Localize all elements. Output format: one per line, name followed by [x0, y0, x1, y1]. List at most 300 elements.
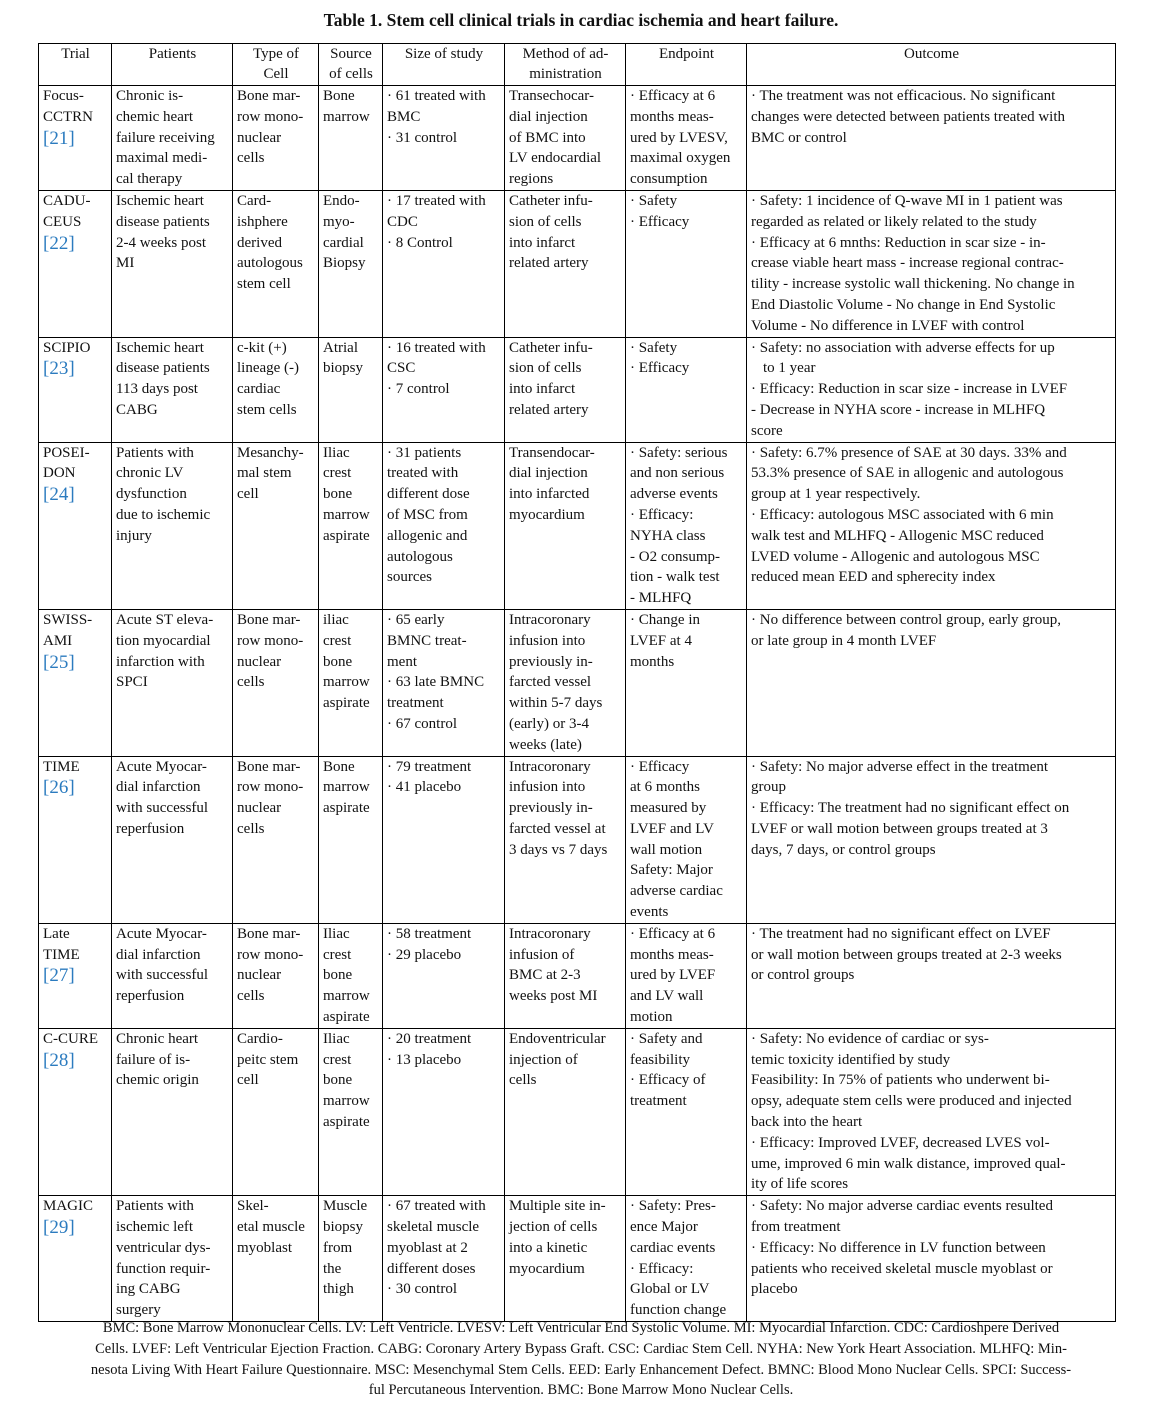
- cell-line: into infarct: [509, 381, 576, 398]
- cell-line: · Efficacy:: [630, 1260, 694, 1277]
- cell-line: injury: [116, 527, 152, 544]
- cell-line: skeletal muscle: [387, 1219, 480, 1236]
- cell-line: allogenic and: [387, 527, 468, 544]
- header-outcome: Outcome: [747, 44, 1116, 86]
- footnote-line: Cells. LVEF: Left Ventricular Ejection Fraction. CABG: Coronary Artery Bypass Graft. CSC: Cardiac Stem Cell. NYHA: New York Heart Association. MLHFQ: Min-: [95, 1340, 1067, 1357]
- table-title: Table 1. Stem cell clinical trials in cardiac ischemia and heart failure.: [323, 10, 839, 30]
- cell-line: · Efficacy: No difference in LV function between: [751, 1239, 1046, 1256]
- cell-line: crease viable heart mass - increase regional contrac-: [751, 255, 1064, 272]
- cell-line: consumption: [630, 171, 708, 188]
- method-cell: [505, 1196, 626, 1322]
- cell-line: infarction with: [116, 653, 205, 670]
- cell-line: · Efficacy: Improved LVEF, decreased LVES vol-: [751, 1134, 1050, 1151]
- cell-line: Volume - No difference in LVEF with control: [751, 317, 1025, 334]
- cell-line: to 1 year: [763, 360, 816, 377]
- cell-type-cell: [233, 609, 319, 756]
- cell-line: Feasibility: In 75% of patients who underwent bi-: [751, 1072, 1050, 1089]
- cell-line: · Safety and: [630, 1030, 703, 1047]
- cell-line: BMNC treat-: [387, 632, 467, 649]
- cell-line: · Safety: Pres-: [630, 1198, 716, 1215]
- cell-line: group at 1 year respectively.: [751, 486, 921, 503]
- cell-type-cell: [233, 442, 319, 609]
- cell-line: Card-: [237, 192, 272, 209]
- cell-line: changes were detected between patients treated with: [751, 108, 1066, 125]
- cell-line: cell: [237, 1072, 259, 1089]
- cell-line: temic toxicity identified by study: [751, 1051, 951, 1068]
- cell-line: patients who received skeletal muscle myoblast or: [751, 1260, 1053, 1277]
- cell-line: into infarcted: [509, 486, 590, 503]
- cell-line: 2-4 weeks post: [116, 234, 206, 251]
- cell-line: · 30 control: [387, 1281, 457, 1298]
- cell-line: sion of cells: [509, 360, 582, 377]
- cell-line: stem cells: [237, 401, 297, 418]
- size-cell: [383, 190, 505, 337]
- cell-line: maximal medi-: [116, 150, 208, 167]
- cell-line: · Efficacy: autologous MSC associated with 6 min: [751, 506, 1054, 523]
- cell-line: myocardium: [509, 1260, 585, 1277]
- cell-line: regarded as related or likely related to the study: [751, 213, 1037, 230]
- source-cell: [319, 756, 383, 923]
- cell-type-cell: [233, 190, 319, 337]
- cell-line: · 17 treated with: [387, 192, 486, 209]
- endpoint-cell: [626, 609, 747, 756]
- source-cell: [319, 86, 383, 191]
- cell-line: POSEI-: [43, 444, 90, 461]
- trial-cell: [39, 86, 112, 191]
- table-row: [39, 756, 1116, 923]
- size-cell: [383, 756, 505, 923]
- cell-line: Ischemic heart: [116, 339, 204, 356]
- cell-line: ing CABG: [116, 1281, 181, 1298]
- cell-type-cell: [233, 923, 319, 1028]
- cell-line: disease patients: [116, 360, 210, 377]
- cell-line: ured by LVESV,: [630, 129, 728, 146]
- cell-line: Muscle: [323, 1198, 368, 1215]
- cell-line: tility - increase systolic wall thickening. No change in: [751, 276, 1075, 293]
- cell-line: SPCI: [116, 674, 148, 691]
- reference-link[interactable]: [23]: [43, 358, 75, 380]
- size-cell: [383, 923, 505, 1028]
- cell-line: · 29 placebo: [387, 946, 462, 963]
- cell-line: · 61 treated with: [387, 88, 486, 104]
- cell-line: mal stem: [237, 465, 292, 482]
- cell-line: failure of is-: [116, 1051, 191, 1068]
- cell-line: - Decrease in NYHA score - increase in MLHFQ: [751, 401, 1046, 418]
- cell-line: Multiple site in-: [509, 1198, 606, 1215]
- table-row: [39, 1028, 1116, 1195]
- cell-line: related artery: [509, 401, 589, 418]
- patients-cell: [112, 442, 233, 609]
- cell-line: crest: [323, 1051, 352, 1068]
- cell-line: · 41 placebo: [387, 779, 462, 796]
- cell-line: · 67 control: [387, 715, 457, 732]
- outcome-cell: [747, 190, 1116, 337]
- cell-line: Endo-: [323, 192, 360, 209]
- cell-line: MI: [116, 255, 135, 272]
- cell-line: treatment: [630, 1093, 687, 1110]
- cell-line: autologous: [237, 255, 303, 272]
- patients-cell: [112, 609, 233, 756]
- cell-line: biopsy: [323, 360, 364, 377]
- cell-line: or control groups: [751, 967, 855, 984]
- cell-line: lineage (-): [237, 360, 300, 377]
- cell-line: peitc stem: [237, 1051, 299, 1068]
- cell-line: Bone: [323, 758, 355, 775]
- size-cell: [383, 1196, 505, 1322]
- cell-line: Intracoronary: [509, 925, 591, 942]
- outcome-cell: [747, 609, 1116, 756]
- cell-line: marrow: [323, 988, 370, 1005]
- cell-line: · 8 Control: [387, 234, 453, 251]
- footnote-line: ful Percutaneous Intervention. BMC: Bone Marrow Mono Nuclear Cells.: [368, 1382, 794, 1399]
- table-row: [39, 609, 1116, 756]
- cell-line: Focus-: [43, 88, 84, 104]
- cell-line: · Efficacy: The treatment had no significant effect on: [751, 800, 1070, 817]
- cell-line: Bone mar-: [237, 88, 301, 104]
- cell-line: Mesanchy-: [237, 444, 304, 461]
- trial-cell: [39, 756, 112, 923]
- endpoint-cell: [626, 1196, 747, 1322]
- cell-line: · 79 treatment: [387, 758, 472, 775]
- cell-line: the: [323, 1260, 342, 1277]
- cell-line: · Efficacy: [630, 360, 690, 377]
- cell-line: ured by LVEF: [630, 967, 716, 984]
- cell-line: BMC at 2-3: [509, 967, 581, 984]
- cell-line: of BMC into: [509, 129, 586, 146]
- cell-line: crest: [323, 946, 352, 963]
- cell-line: infusion into: [509, 632, 586, 649]
- cell-line: feasibility: [630, 1051, 690, 1068]
- cell-line: chronic LV: [116, 465, 184, 482]
- reference-link[interactable]: [26]: [43, 777, 75, 799]
- cell-line: CADU-: [43, 192, 91, 209]
- size-cell: [383, 337, 505, 442]
- header-source-of-cells: Source of cells: [319, 44, 383, 86]
- cell-line: related artery: [509, 255, 589, 272]
- footnote-line: nesota Living With Heart Failure Questionnaire. MSC: Mesenchymal Stem Cells. EED: Early Enhancement Defect. BMNC: Blood Mono Nuclear Cells. SPCI: Success-: [90, 1361, 1072, 1378]
- cell-line: within 5-7 days: [509, 695, 603, 712]
- cell-line: SWISS-: [43, 611, 93, 628]
- cell-line: wall motion: [630, 841, 703, 858]
- cell-line: dial infarction: [116, 779, 201, 796]
- cell-line: LVEF and LV: [630, 820, 714, 837]
- reference-link[interactable]: [27]: [43, 965, 75, 987]
- source-cell: [319, 190, 383, 337]
- cell-line: · Efficacy: [630, 758, 690, 775]
- cell-line: SCIPIO: [43, 339, 91, 356]
- cell-line: 113 days post: [116, 381, 198, 398]
- cell-line: Catheter infu-: [509, 192, 593, 209]
- cell-line: dial injection: [509, 108, 588, 125]
- trial-cell: [39, 337, 112, 442]
- cell-line: injection of: [509, 1051, 578, 1068]
- cell-line: BMC or control: [751, 129, 847, 146]
- cell-line: previously in-: [509, 653, 593, 670]
- cell-line: at 6 months: [630, 779, 700, 796]
- cell-line: CEUS: [43, 213, 82, 230]
- cell-line: bone: [323, 967, 353, 984]
- cell-line: cardial: [323, 234, 364, 251]
- cell-line: cells: [237, 820, 265, 837]
- patients-cell: [112, 923, 233, 1028]
- cell-line: events: [630, 904, 669, 921]
- cell-line: regions: [509, 171, 554, 188]
- cell-line: AMI: [43, 632, 73, 649]
- cell-line: · Safety: serious: [630, 444, 728, 461]
- trial-cell: [39, 442, 112, 609]
- cell-line: cells: [509, 1072, 537, 1089]
- cell-line: Transechocar-: [509, 88, 594, 104]
- cell-line: maximal oxygen: [630, 150, 731, 167]
- cell-line: adverse cardiac: [630, 883, 723, 900]
- cell-line: · Safety: 1 incidence of Q-wave MI in 1 patient was: [751, 192, 1063, 209]
- cell-line: myo-: [323, 213, 355, 230]
- source-cell: [319, 442, 383, 609]
- cell-line: thigh: [323, 1281, 354, 1298]
- cell-line: 3 days vs 7 days: [509, 841, 608, 858]
- cell-line: ity of life scores: [751, 1176, 849, 1193]
- table-row: [39, 337, 1116, 442]
- cell-line: previously in-: [509, 800, 593, 817]
- cell-line: · Safety: No major adverse cardiac events resulted: [751, 1198, 1053, 1215]
- cell-line: · 58 treatment: [387, 925, 472, 942]
- cell-line: stem cell: [237, 276, 291, 293]
- cell-line: bone: [323, 1072, 353, 1089]
- endpoint-cell: [626, 442, 747, 609]
- table-row: [39, 1196, 1116, 1322]
- cell-line: different dose: [387, 486, 470, 503]
- method-cell: [505, 190, 626, 337]
- cell-line: etal muscle: [237, 1219, 305, 1236]
- cell-line: Skel-: [237, 1198, 269, 1215]
- table-row: [39, 86, 1116, 191]
- cell-line: Atrial: [323, 339, 358, 356]
- cell-line: Bone mar-: [237, 925, 301, 942]
- method-cell: [505, 337, 626, 442]
- cell-line: disease patients: [116, 213, 210, 230]
- cell-line: days, 7 days, or control groups: [751, 841, 936, 858]
- cell-line: - MLHFQ: [630, 590, 692, 607]
- cell-line: adverse events: [630, 486, 718, 503]
- cell-line: row mono-: [237, 632, 304, 649]
- source-cell: [319, 337, 383, 442]
- cell-line: aspirate: [323, 1114, 370, 1131]
- cell-line: Biopsy: [323, 255, 366, 272]
- cell-line: placebo: [751, 1281, 798, 1298]
- cell-line: measured by: [630, 800, 707, 817]
- cell-line: End Diastolic Volume - No change in End Systolic: [751, 296, 1056, 313]
- method-cell: [505, 1028, 626, 1195]
- cell-line: c-kit (+): [237, 339, 287, 356]
- outcome-cell: [747, 1028, 1116, 1195]
- table-header-row: [39, 44, 1116, 86]
- cell-line: reduced mean EED and spherecity index: [751, 569, 996, 586]
- endpoint-cell: [626, 86, 747, 191]
- footnote-line: BMC: Bone Marrow Mononuclear Cells. LV: Left Ventricle. LVESV: Left Ventricular End Systolic Volume. MI: Myocardial Infarction. CDC: Cardioshpere Derived: [102, 1320, 1060, 1336]
- cell-line: Endoventricular: [509, 1030, 606, 1047]
- cell-line: row mono-: [237, 108, 304, 125]
- cell-line: into infarct: [509, 234, 576, 251]
- patients-cell: [112, 190, 233, 337]
- cell-line: nuclear: [237, 129, 282, 146]
- cell-line: · Efficacy at 6: [630, 925, 716, 942]
- cell-line: weeks (late): [509, 736, 582, 753]
- header-size-of-study: Size of study: [383, 44, 505, 86]
- cell-line: cells: [237, 988, 265, 1005]
- table-row: [39, 923, 1116, 1028]
- cell-line: tion - walk test: [630, 569, 720, 586]
- cell-line: Intracoronary: [509, 758, 591, 775]
- cell-line: aspirate: [323, 800, 370, 817]
- reference-link[interactable]: [25]: [43, 651, 75, 673]
- cell-line: · 65 early: [387, 611, 445, 628]
- cell-line: group: [751, 779, 786, 796]
- cell-line: cal therapy: [116, 171, 183, 188]
- endpoint-cell: [626, 1028, 747, 1195]
- header-method: Method of ad- ministration: [505, 44, 626, 86]
- cell-line: autologous: [387, 548, 453, 565]
- reference-link[interactable]: [28]: [43, 1049, 75, 1071]
- cell-line: Acute Myocar-: [116, 758, 207, 775]
- cell-line: from treatment: [751, 1219, 841, 1236]
- cell-line: Iliac: [323, 925, 350, 942]
- outcome-cell: [747, 923, 1116, 1028]
- cell-line: (early) or 3-4: [509, 715, 589, 732]
- cell-line: · 7 control: [387, 381, 450, 398]
- cell-line: TIME: [43, 758, 80, 775]
- cell-line: reperfusion: [116, 988, 185, 1005]
- cell-line: cell: [237, 486, 259, 503]
- cell-line: Cardio-: [237, 1030, 283, 1047]
- cell-line: · Change in: [630, 611, 700, 628]
- cell-line: · Efficacy at 6 mnths: Reduction in scar size - in-: [751, 234, 1046, 251]
- reference-link[interactable]: [29]: [43, 1217, 75, 1239]
- table-row: [39, 190, 1116, 337]
- patients-cell: [112, 337, 233, 442]
- cell-line: reperfusion: [116, 820, 185, 837]
- header-patients: Patients: [112, 44, 233, 86]
- cell-line: Patients with: [116, 444, 194, 461]
- cell-line: iliac: [323, 611, 349, 628]
- cell-line: · Efficacy at 6: [630, 88, 716, 104]
- cell-line: dial infarction: [116, 946, 201, 963]
- cell-line: nuclear: [237, 653, 282, 670]
- cell-line: crest: [323, 632, 352, 649]
- cell-line: CSC: [387, 360, 416, 377]
- header-trial: Trial: [39, 44, 112, 86]
- cell-line: LVED volume - Allogenic and autologous MSC: [751, 548, 1040, 565]
- table-row: [39, 442, 1116, 609]
- source-cell: [319, 609, 383, 756]
- cell-line: aspirate: [323, 1009, 370, 1026]
- reference-link[interactable]: [21]: [43, 127, 75, 149]
- cell-line: · Safety: No evidence of cardiac or sys-: [751, 1030, 989, 1047]
- cell-line: MAGIC: [43, 1198, 94, 1215]
- cell-line: · Efficacy: [630, 213, 690, 230]
- reference-link[interactable]: [22]: [43, 232, 75, 254]
- cell-line: Iliac: [323, 1030, 350, 1047]
- cell-line: ventricular dys-: [116, 1239, 211, 1256]
- cell-line: TIME: [43, 946, 80, 963]
- cell-line: function requir-: [116, 1260, 211, 1277]
- cell-line: · Efficacy:: [630, 506, 694, 523]
- cell-line: Chronic is-: [116, 88, 184, 104]
- cell-line: 53.3% presence of SAE in allogenic and autologous: [751, 465, 1064, 482]
- cell-line: chemic origin: [116, 1072, 199, 1089]
- cell-line: months meas-: [630, 108, 714, 125]
- patients-cell: [112, 756, 233, 923]
- outcome-cell: [747, 86, 1116, 191]
- cell-line: farcted vessel at: [509, 820, 606, 837]
- cell-line: months meas-: [630, 946, 714, 963]
- cell-line: NYHA class: [630, 527, 706, 544]
- cell-line: dial injection: [509, 465, 588, 482]
- cell-type-cell: [233, 1196, 319, 1322]
- cell-line: cells: [237, 674, 265, 691]
- endpoint-cell: [626, 337, 747, 442]
- outcome-cell: [747, 1196, 1116, 1322]
- size-cell: [383, 609, 505, 756]
- outcome-cell: [747, 442, 1116, 609]
- cell-line: Ischemic heart: [116, 192, 204, 209]
- cell-line: · Safety: [630, 339, 678, 356]
- method-cell: [505, 442, 626, 609]
- cell-line: treated with: [387, 465, 459, 482]
- outcome-cell: [747, 756, 1116, 923]
- cell-line: cells: [237, 150, 265, 167]
- source-cell: [319, 923, 383, 1028]
- cell-line: walk test and MLHFQ - Allogenic MSC reduced: [751, 527, 1044, 544]
- table-footnote: [6, 1318, 1156, 1401]
- cell-line: bone: [323, 486, 353, 503]
- cell-line: Catheter infu-: [509, 339, 593, 356]
- cell-line: back into the heart: [751, 1114, 863, 1131]
- cell-line: or wall motion between groups treated at 2-3 weeks: [751, 946, 1062, 963]
- trial-cell: [39, 1028, 112, 1195]
- method-cell: [505, 923, 626, 1028]
- cell-line: Intracoronary: [509, 611, 591, 628]
- patients-cell: [112, 1028, 233, 1195]
- cell-line: bone: [323, 653, 353, 670]
- cell-type-cell: [233, 756, 319, 923]
- cell-line: · Safety: No major adverse effect in the treatment: [751, 758, 1049, 775]
- method-cell: [505, 756, 626, 923]
- reference-link[interactable]: [24]: [43, 484, 75, 506]
- cell-line: and LV wall: [630, 988, 704, 1005]
- cell-line: row mono-: [237, 779, 304, 796]
- size-cell: [383, 1028, 505, 1195]
- cell-line: farcted vessel: [509, 674, 592, 691]
- patients-cell: [112, 1196, 233, 1322]
- cell-line: Bone mar-: [237, 611, 301, 628]
- cell-line: with successful: [116, 967, 209, 984]
- cell-line: myocardium: [509, 506, 585, 523]
- endpoint-cell: [626, 756, 747, 923]
- cell-line: · The treatment had no significant effect on LVEF: [751, 925, 1051, 942]
- cell-line: · The treatment was not efficacious. No significant: [751, 88, 1056, 104]
- cell-line: marrow: [323, 674, 370, 691]
- cell-line: infusion into: [509, 779, 586, 796]
- cell-line: Global or LV: [630, 1281, 710, 1298]
- cell-line: · Safety: 6.7% presence of SAE at 30 days. 33% and: [751, 444, 1067, 461]
- cell-line: ishphere: [237, 213, 288, 230]
- cell-line: · Efficacy: Reduction in scar size - increase in LVEF: [751, 381, 1068, 398]
- cell-line: function change: [630, 1302, 727, 1319]
- cell-line: · 31 patients: [387, 444, 462, 461]
- cell-line: myoblast: [237, 1239, 292, 1256]
- cell-line: LV endocardial: [509, 150, 602, 167]
- cell-line: opsy, adequate stem cells were produced and injected: [751, 1093, 1072, 1110]
